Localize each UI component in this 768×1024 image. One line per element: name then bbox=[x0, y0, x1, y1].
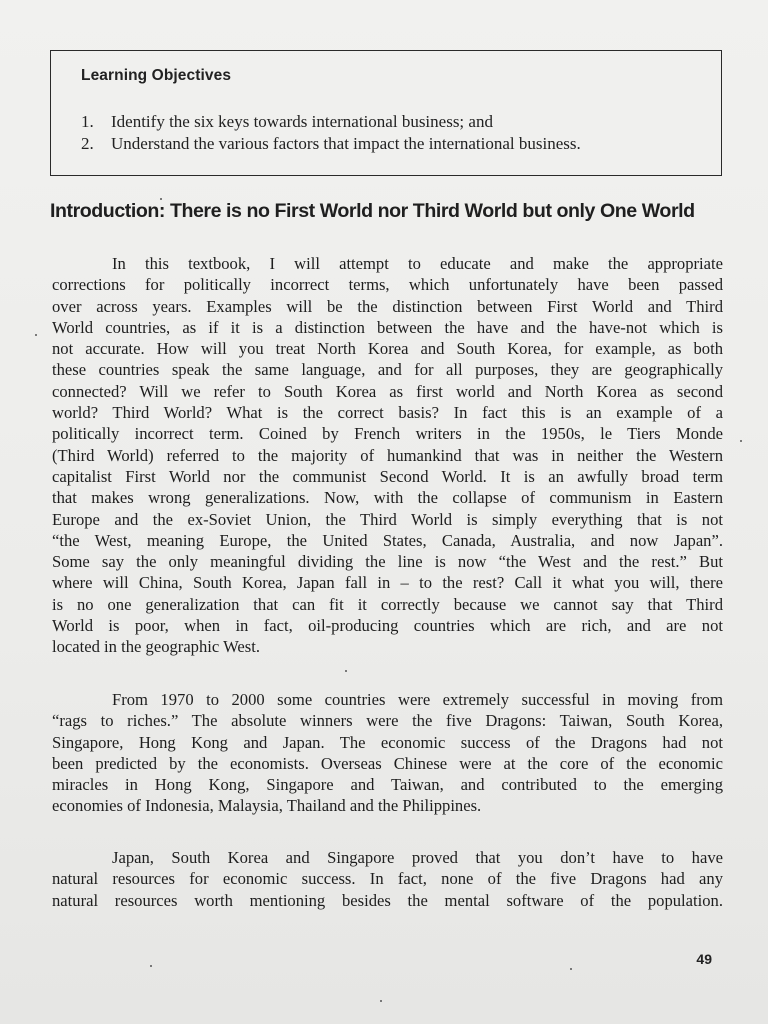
text-line: From 1970 to 2000 some countries were extremely successful in moving from bbox=[112, 690, 723, 709]
scan-speck bbox=[35, 334, 37, 336]
text-line: is no one generalization that can fit it correctly because we cannot say that Third bbox=[52, 594, 723, 614]
page-number: 49 bbox=[696, 951, 712, 967]
text-line: been predicted by the economists. Overseas Chinese were at the core of the economic bbox=[52, 753, 723, 773]
paragraph-1 bbox=[52, 253, 723, 658]
text-line: In this textbook, I will attempt to educate and make the appropriate bbox=[112, 254, 723, 273]
text-line: over across years. Examples will be the distinction between First World and Third bbox=[52, 296, 723, 316]
text-line: world? Third World? What is the correct basis? In fact this is an example of a bbox=[52, 403, 723, 423]
text-line: economies of Indonesia, Malaysia, Thailand and the Philippines. bbox=[52, 796, 482, 816]
objective-number: 1. bbox=[81, 112, 94, 131]
paragraph-2 bbox=[52, 689, 723, 817]
text-line: not accurate. How will you treat North Korea and South Korea, for example, as both bbox=[52, 339, 723, 359]
text-line: Some say the only meaningful dividing the line is now “the West and the rest.” But bbox=[52, 552, 723, 572]
text-line: politically incorrect term. Coined by French writers in the 1950s, le Tiers Monde bbox=[52, 424, 723, 444]
text-line: natural resources worth mentioning besides the mental software of the population. bbox=[52, 890, 723, 910]
text-line: World is poor, when in fact, oil-producing countries which are rich, and are not bbox=[52, 616, 723, 636]
scan-speck bbox=[345, 670, 347, 672]
text-line: that makes wrong generalizations. Now, with the collapse of communism in Eastern bbox=[52, 488, 723, 508]
text-line: Singapore, Hong Kong and Japan. The economic success of the Dragons had not bbox=[52, 732, 723, 752]
text-line: Europe and the ex-Soviet Union, the Third World is simply everything that is not bbox=[52, 509, 723, 529]
objective-item bbox=[81, 111, 581, 133]
text-line: “rags to riches.” The absolute winners were the five Dragons: Taiwan, South Korea, bbox=[52, 711, 723, 731]
text-line: connected? Will we refer to South Korea as first world and North Korea as second bbox=[52, 381, 723, 401]
text-line: World countries, as if it is a distinction between the have and the have-not which is bbox=[52, 317, 723, 337]
scan-speck bbox=[570, 968, 572, 970]
text-line: Japan, South Korea and Singapore proved that you don’t have to have bbox=[112, 848, 723, 867]
text-line: capitalist First World nor the communist Second World. It is an awfully broad term bbox=[52, 466, 723, 486]
objective-number: 2. bbox=[81, 134, 94, 153]
section-heading: Introduction: There is no First World nor Third World but only One World bbox=[50, 200, 695, 222]
scan-speck bbox=[160, 198, 162, 200]
objective-text: Identify the six keys towards international business; and bbox=[111, 112, 493, 131]
text-line: “the West, meaning Europe, the United States, Canada, Australia, and now Japan”. bbox=[52, 530, 723, 550]
text-line: (Third World) referred to the majority of humankind that was in neither the Western bbox=[52, 445, 723, 465]
text-line: corrections for politically incorrect terms, which unfortunately have been passed bbox=[52, 275, 723, 295]
learning-objectives-title: Learning Objectives bbox=[81, 67, 232, 84]
paragraph-3 bbox=[52, 847, 723, 911]
scan-speck bbox=[380, 1000, 382, 1002]
objective-item bbox=[81, 133, 581, 155]
text-line: natural resources for economic success. In fact, none of the five Dragons had any bbox=[52, 869, 723, 889]
text-line: located in the geographic West. bbox=[52, 637, 261, 657]
learning-objectives-box bbox=[50, 50, 722, 176]
scan-speck bbox=[150, 965, 152, 967]
text-line: these countries speak the same language, and for all purposes, they are geographically bbox=[52, 360, 723, 380]
scan-speck bbox=[740, 440, 742, 442]
objective-text: Understand the various factors that impact the international business. bbox=[111, 134, 581, 153]
text-line: where will China, South Korea, Japan fall in – to the rest? Call it what you will, there bbox=[52, 573, 723, 593]
text-line: miracles in Hong Kong, Singapore and Taiwan, and contributed to the emerging bbox=[52, 775, 723, 795]
learning-objectives-list bbox=[81, 111, 581, 155]
